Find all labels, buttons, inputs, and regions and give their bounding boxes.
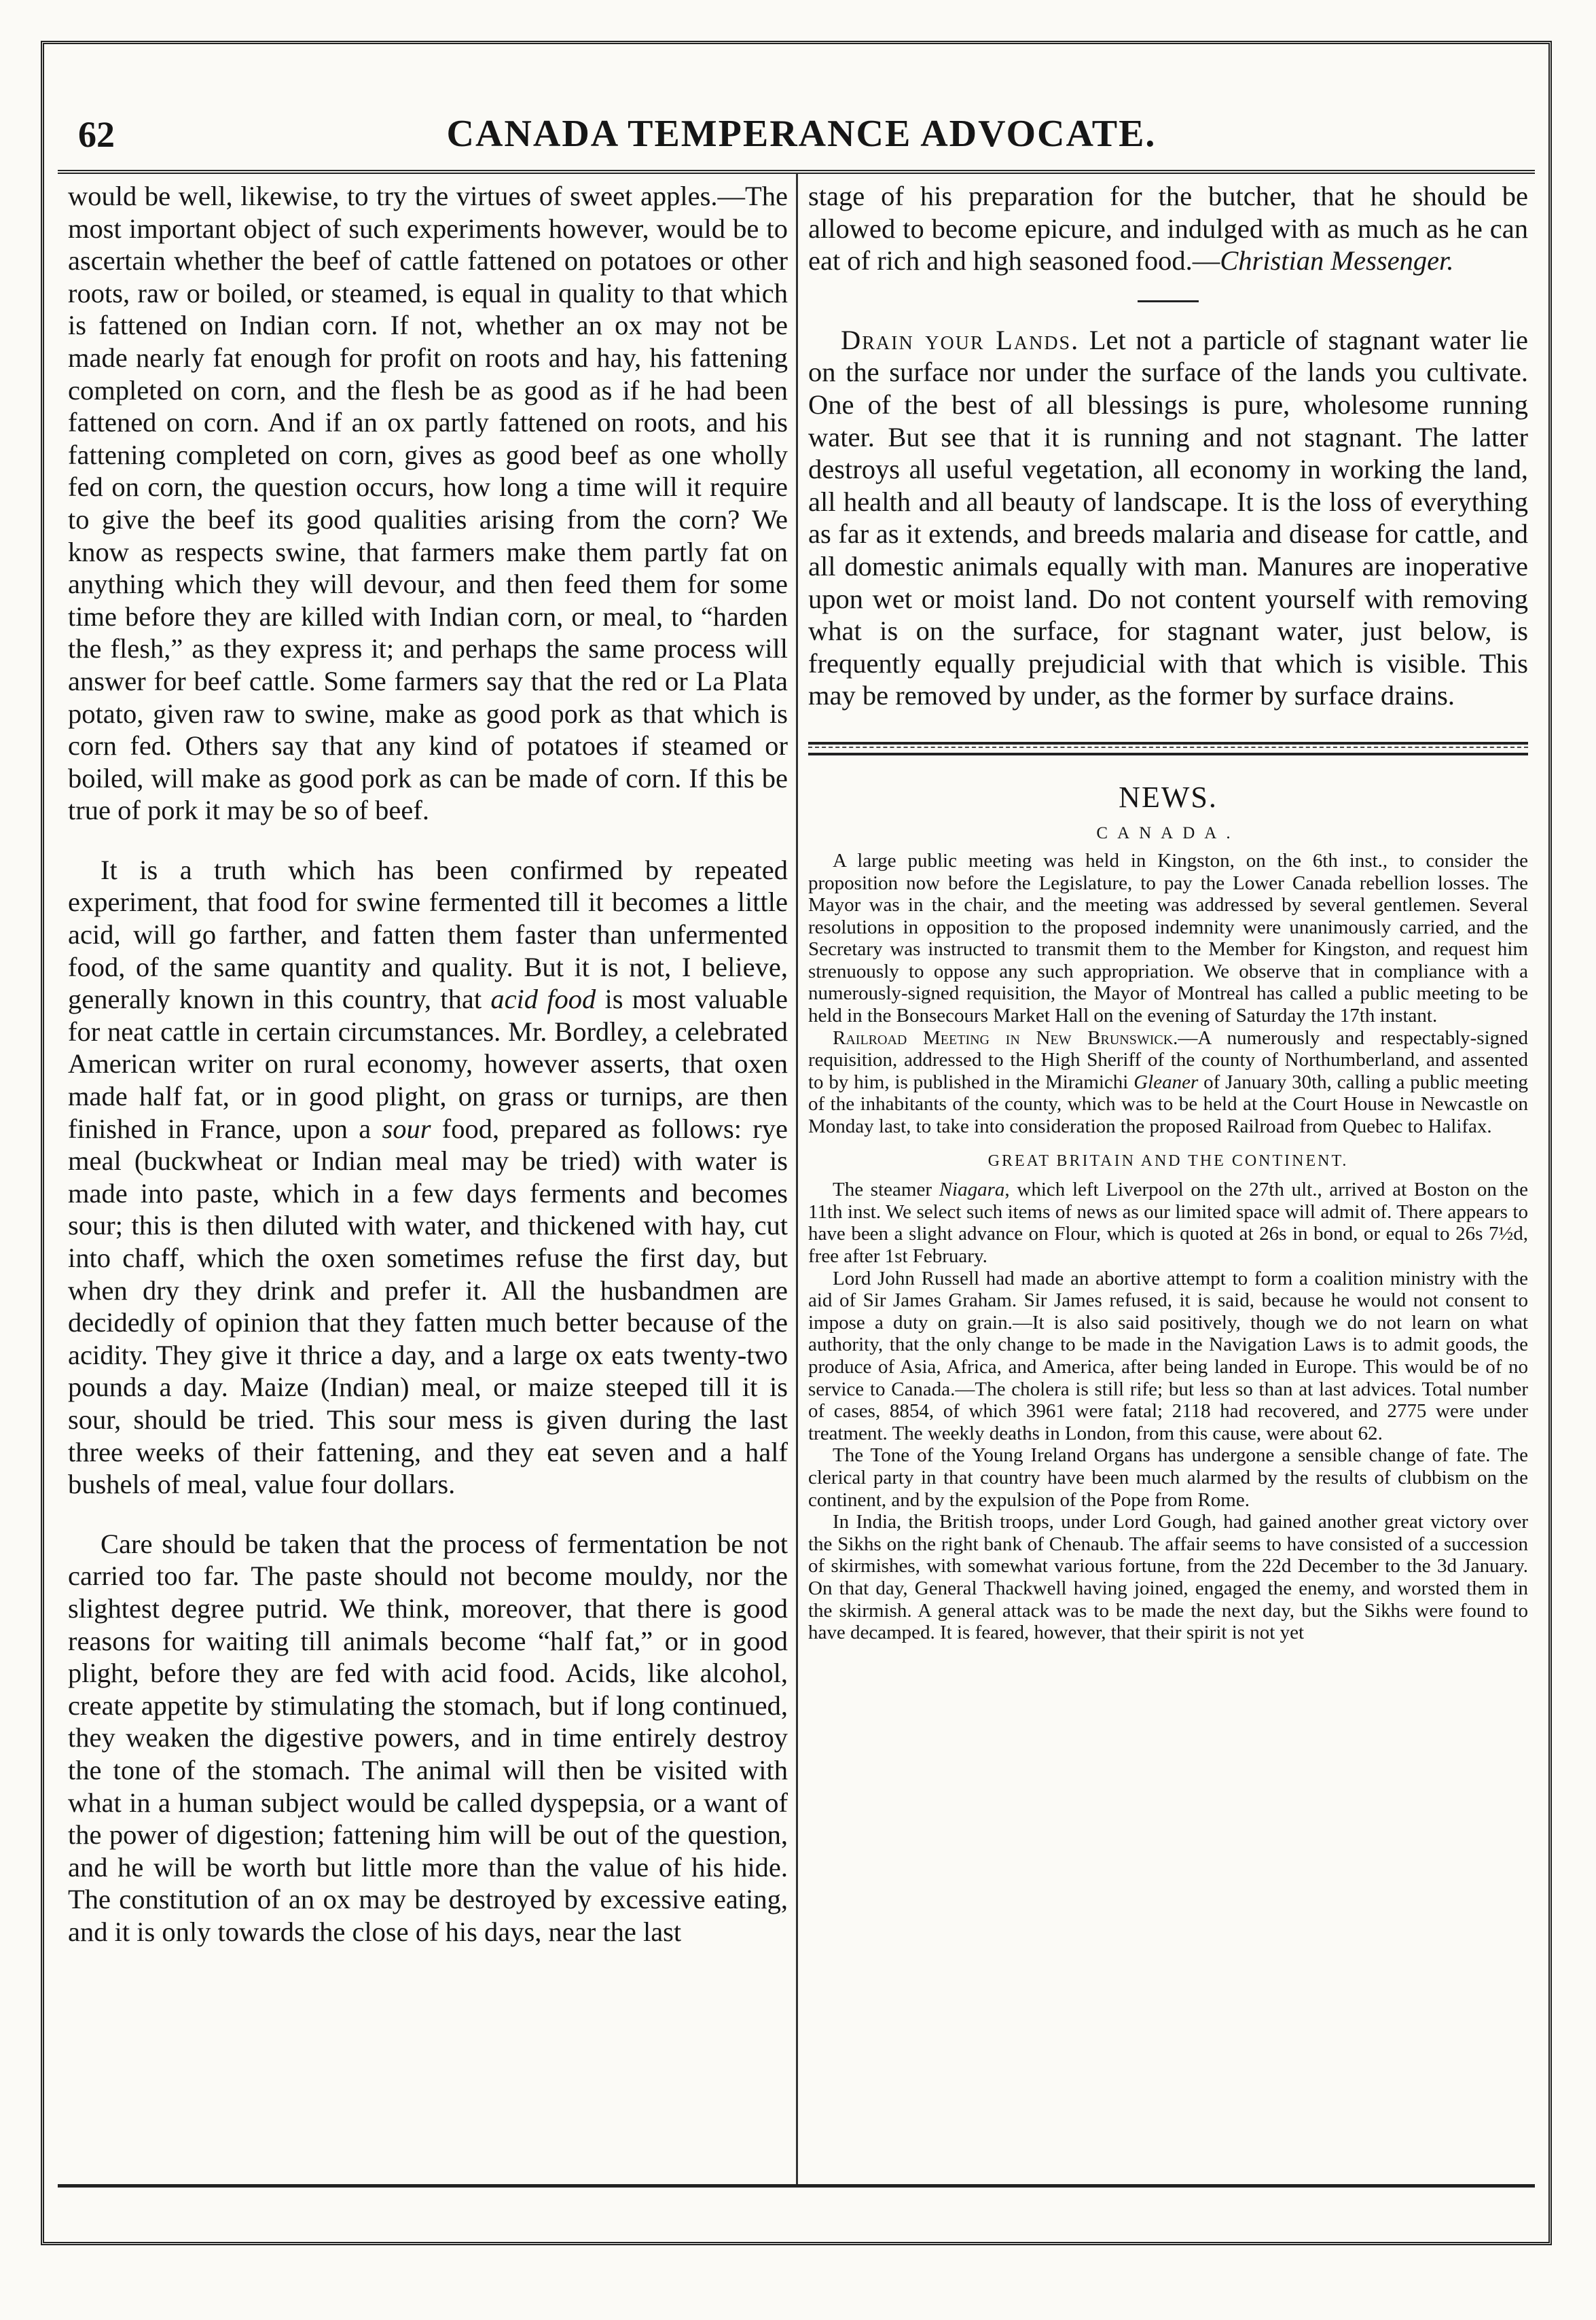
niagara-emphasis: Niagara [939, 1179, 1005, 1201]
article-signature: Christian Messenger. [1220, 245, 1454, 276]
great-britain-heading: GREAT BRITAIN AND THE CONTINENT. [987, 1152, 1349, 1170]
railroad-heading: Railroad Meeting in New Brunswick. [833, 1027, 1178, 1049]
article-continuation [808, 180, 1528, 277]
steamer-text-b: , which left Liverpool on the 27th ult., arrived at Boston on the 11th inst. We select such items of news as our limited space will admit of. There appears to have been a slight advance on Flour, which is quoted at 26s in bond, or equal to 26s 7½d, free after 1st February. [808, 1179, 1528, 1267]
article-paragraph-2 [68, 854, 788, 1501]
right-column [808, 180, 1528, 1644]
steamer-news-paragraph [808, 1179, 1528, 1267]
article-continuation-text: stage of his preparation for the butcher, that he should be allowed to become epicure, and indulged with as much as he can eat of rich and high seasoned food.— [808, 181, 1528, 276]
acid-food-emphasis: acid food [490, 984, 596, 1015]
article-paragraph-3: Care should be taken that the process of fermentation be not carried too far. The paste should not become mouldy, nor the slightest degree putrid. We think, moreover, that there is good reasons for waiting till animals become “half fat,” or in good plight, before they are fed with acid food. Acids, like alcohol, create appetite by stimulating the stomach, but if long continued, they weaken the digestive powers, and in time entirely destroy the tone of the stomach. The animal will then be visited with what in a human subject would be called dyspepsia, or a want of the power of digestion; fattening him will be out of the question, and he will be worth but little more than the value of his hide. The constitution of an ox may be destroyed by excessive eating, and it is only towards the close of his days, near the last [68, 1528, 788, 1947]
gleaner-emphasis: Gleaner [1133, 1071, 1199, 1093]
drain-lands-heading: Drain your Lands. [841, 324, 1080, 355]
railroad-text-a: —A numerously and respectably-signed requisition, addressed to the High Sheriff of the county of Northumberland, and assented to by him, is published in the Miramichi [808, 1027, 1529, 1093]
left-column [68, 180, 788, 1948]
news-body [808, 850, 1528, 1644]
ornamental-divider [808, 742, 1528, 755]
russell-news-paragraph: Lord John Russell had made an abortive attempt to form a coalition ministry with the aid of Sir James Graham. Sir James refused, it is said, because he would not consent to impose a duty on grain.—It is also said positively, though we do not learn on what authority, that the only change to be made in the Navigation Laws is to admit goods, the produce of Asia, Africa, and America, after being landed in Europe. This would be of no service to Canada.—The cholera is still rife; but less so than at last advices. Total number of cases, 8854, of which 3961 were fatal; 2118 had recovered, and 2775 were under treatment. The weekly deaths in London, from this cause, were about 62. [808, 1267, 1528, 1444]
page-header [71, 105, 1531, 173]
canada-news-paragraph: A large public meeting was held in Kingston, on the 6th inst., to consider the proposition now before the Legislature, to pay the Lower Canada rebellion losses. The Mayor was in the chair, and the meeting was addressed by several gentlemen. Several resolutions in opposition to the proposed indemnity were unanimously carried, and the Secretary was instructed to transmit them to the Member for Kingston, and request him strenuously to oppose any such appropriation. We observe that in compliance with a numerously-signed requisition, the Mayor of Montreal has called a public meeting to be held in the Bonsecours Market Hall on the evening of Saturday the 17th instant. [808, 849, 1528, 1027]
sour-emphasis: sour [382, 1113, 431, 1144]
newspaper-title: CANADA TEMPERANCE ADVOCATE. [446, 113, 1157, 155]
footer-rule [58, 2184, 1535, 2188]
article-paragraph-2-text-c: food, prepared as follows: rye meal (buckwheat or Indian meal may be tried) with water is made into paste, which in a few days ferments and becomes sour; this is then diluted with water, and thickened with hay, cut into chaff, which the oxen sometimes refuse the first day, but when dry they drink and prefer it. All the husbandmen are decidedly of opinion that they fatten much better because of the acidity. They give it thrice a day, and a large ox eats twenty-two pounds a day. Maize (Indian) meal, or maize steeped till it is sour, should be tried. This sour mess is given during the last three weeks of their fattening, and they eat seven and a half bushels of meal, value four dollars. [68, 1113, 788, 1500]
ireland-news-paragraph: The Tone of the Young Ireland Organs has undergone a sensible change of fate. The clerical party in that country have been much alarmed by the results of clubbism on the continent, and by the expulsion of the Pope from Rome. [808, 1444, 1528, 1511]
drain-lands-article [808, 324, 1528, 712]
section-separator [1138, 300, 1199, 302]
article-paragraph-2-text-a: It is a truth which has been confirmed by repeated experiment, that food for swine fermented till it becomes a little acid, will go farther, and fatten them faster than unfermented food, of the same quantity and quality. But it is not, I believe, generally known in this country, that [68, 854, 788, 1015]
railroad-news-paragraph [808, 1027, 1528, 1138]
india-news-paragraph: In India, the British troops, under Lord Gough, had gained another great victory over the Sikhs on the right bank of Chenaub. The affair seems to have consisted of a succession of skirmishes, with somewhat various fortune, from the 22d December to the 3d January. On that day, General Thackwell having joined, engaged the enemy, and worsted them in the skirmish. A general attack was to be made the next day, but the Sikhs were found to have decamped. It is feared, however, that their spirit is not yet [808, 1511, 1528, 1644]
column-divider [796, 173, 798, 2184]
drain-lands-text: Let not a particle of stagnant water lie on the surface nor under the surface of the lands you cultivate. One of the best of all blessings is pure, wholesome running water. But see that it is running and not stagnant. The latter destroys all useful vegetation, all economy in working the land, all health and all beauty of landscape. It is the loss of everything as far as it extends, and breeds malaria and disease for cattle, and all domestic animals equally with man. Manures are inoperative upon wet or moist land. Do not content yourself with removing what is on the surface, for stagnant water, just below, is frequently equally prejudicial with that which is visible. This may be removed by under, as the former by surface drains. [808, 324, 1528, 711]
steamer-text-a: The steamer [833, 1179, 939, 1201]
news-heading: NEWS. [1119, 780, 1218, 814]
canada-heading: CANADA. [1096, 823, 1240, 842]
article-paragraph-2-text-b: is most valuable for neat cattle in certain circumstances. Mr. Bordley, a celebrated American writer on rural economy, however asserts, that oxen made half fat, or in good plight, on grass or turnips, are then finished in France, upon a [68, 984, 788, 1144]
article-paragraph-1: would be well, likewise, to try the virtues of sweet apples.—The most important object of such experiments however, would be to ascertain whether the beef of cattle fattened on potatoes or other roots, raw or boiled, or steamed, is equal in quality to that which is fattened on Indian corn. If not, whether an ox may not be made nearly fat enough for profit on roots and hay, his fattening completed on corn, and the flesh be as good as if he had been fattened on corn. And if an ox partly fattened on roots, and his fattening completed on corn, gives as good beef as one wholly fed on corn, the question occurs, how long a time will it require to give the beef its good qualities arising from the corn? We know as respects swine, that farmers make them partly fat on anything which they will devour, and then feed them for some time before they are killed with Indian corn, or meal, to “harden the flesh,” as they express it; and perhaps the same process will answer for beef cattle. Some farmers say that the red or La Plata potato, given raw to swine, make as good pork as that which is corn fed. Others say that any kind of potatoes if steamed or boiled, will make as good pork as can be made of corn. If this be true of pork it may be so of beef. [68, 181, 788, 826]
railroad-text-b: of January 30th, calling a public meeting of the inhabitants of the county, which was to be held at the Court House in Newcastle on Monday last, to take into consideration the proposed Railroad from Quebec to Halifax. [808, 1071, 1528, 1138]
page-number: 62 [78, 114, 115, 155]
